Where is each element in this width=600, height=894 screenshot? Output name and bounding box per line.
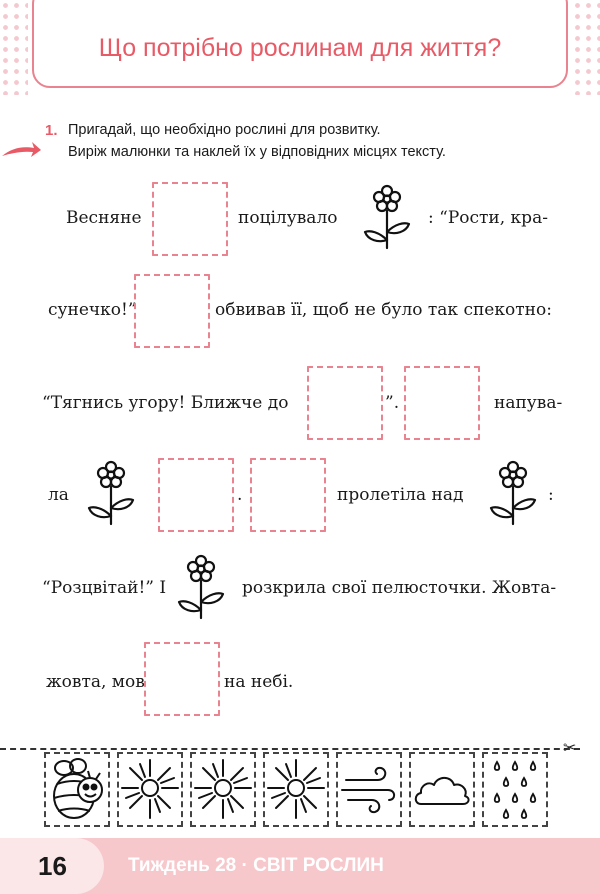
story-text: сунечко!” <box>48 300 137 320</box>
story-text: розкрила свої пелюсточки. Жовта- <box>242 578 557 598</box>
story-text: на небі. <box>224 672 294 692</box>
footer-week-label: Тиждень 28 · СВІТ РОСЛИН <box>128 855 384 876</box>
task-instruction-line2: Виріж малюнки та наклей їх у відповідних місцях тексту. <box>68 144 446 160</box>
sun-icon <box>119 754 181 825</box>
story-text: жовта, мов <box>46 672 145 692</box>
paste-slot[interactable] <box>404 366 480 440</box>
cutout-card-bee[interactable] <box>44 752 110 827</box>
story-text: : “Рости, кра- <box>428 208 548 228</box>
cutout-card-sun[interactable] <box>190 752 256 827</box>
paste-slot[interactable] <box>307 366 383 440</box>
page-number: 16 <box>38 851 67 881</box>
flower-icon <box>488 460 538 530</box>
flower-icon <box>362 184 412 254</box>
cutout-card-raindrops[interactable] <box>482 752 548 827</box>
arrow-icon <box>0 138 42 164</box>
decor-dots-left <box>0 0 28 95</box>
decor-dots-right <box>572 0 600 95</box>
cut-line <box>0 748 580 750</box>
paste-slot[interactable] <box>144 642 220 716</box>
story-text: ”. <box>385 393 400 413</box>
raindrops-icon <box>484 754 546 825</box>
wind-icon <box>338 754 400 825</box>
cutout-card-sun[interactable] <box>117 752 183 827</box>
story-text: ла <box>48 485 69 505</box>
paste-slot[interactable] <box>134 274 210 348</box>
story-text: Весняне <box>66 208 142 228</box>
story-text: обвивав її, щоб не було так спекотно: <box>215 300 552 320</box>
paste-slot[interactable] <box>152 182 228 256</box>
cutout-card-cloud[interactable] <box>409 752 475 827</box>
sun-icon <box>192 754 254 825</box>
paste-slot[interactable] <box>250 458 326 532</box>
story-text: “Тягнись угору! Ближче до <box>42 393 289 413</box>
paste-slot[interactable] <box>158 458 234 532</box>
cloud-icon <box>411 754 473 825</box>
task-number: 1. <box>45 122 58 139</box>
story-text: “Розцвітай!” І <box>42 578 167 598</box>
cutout-card-wind[interactable] <box>336 752 402 827</box>
bee-icon <box>46 754 108 825</box>
flower-icon <box>86 460 136 530</box>
flower-icon <box>176 554 226 624</box>
task-instruction-line1: Пригадай, що необхідно рослині для розвитку. <box>68 122 381 138</box>
sun-icon <box>265 754 327 825</box>
scissors-icon: ✂ <box>563 738 577 757</box>
story-text: : <box>548 485 554 505</box>
story-text: . <box>237 485 243 505</box>
story-text: пролетіла над <box>337 485 464 505</box>
story-text: напува- <box>494 393 563 413</box>
cutout-card-sun[interactable] <box>263 752 329 827</box>
story-text: поцілувало <box>238 208 338 228</box>
page-title: Що потрібно рослинам для життя? <box>98 34 502 62</box>
